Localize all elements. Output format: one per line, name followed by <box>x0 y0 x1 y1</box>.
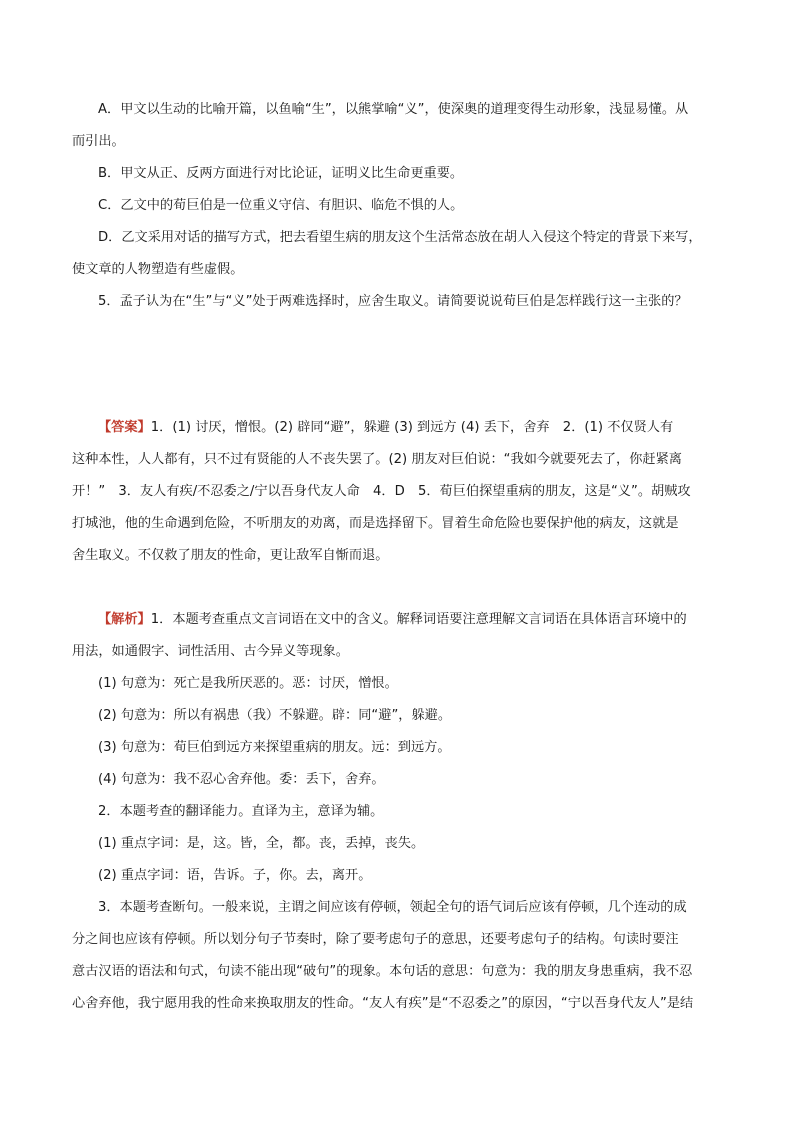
analysis-first: 1．本题考查重点文言词语在文中的含义。解释词语要注意理解文言词语在具体语言环境中的 <box>150 612 687 627</box>
option-a-line-1: A．甲文以生动的比喻开篇，以鱼喻“生”，以熊掌喻“义”，使深奥的道理变得生动形象，浅显易懂。从 <box>98 102 689 117</box>
option-d-line-1: D．乙文采用对话的描写方式，把去看望生病的朋友这个生活常态放在胡人入侵这个特定的背景下来写， <box>98 230 702 245</box>
analysis-tail-3: 心舍弃他，我宁愿用我的性命来换取朋友的性命。“友人有疾”是“不忍委之”的原因，“宁以吾身代友人”是结 <box>72 996 694 1011</box>
analysis-item-4: (4) 句意为：我不忍心舍弃他。委：丢下，舍弃。 <box>98 772 385 787</box>
analysis-tag: 【解析】 <box>98 612 151 627</box>
analysis-item-8: 3．本题考查断句。一般来说，主谓之间应该有停顿，领起全句的语气词后应该有停顿，几个连动的成 <box>98 900 687 915</box>
answer-tag: 【答案】 <box>98 420 151 435</box>
analysis-item-7: (2) 重点字词：语，告诉。子，你。去，离开。 <box>98 868 372 883</box>
option-a-line-2: 而引出。 <box>72 134 125 149</box>
analysis-item-2: (2) 句意为：所以有祸患（我）不躲避。辟：同“避”，躲避。 <box>98 708 452 723</box>
analysis-tail-1: 分之间也应该有停顿。所以划分句子节奏时，除了要考虑句子的意思，还要考虑句子的结构。句读时要注 <box>72 932 679 947</box>
option-c: C．乙文中的荀巨伯是一位重义守信、有胆识、临危不惧的人。 <box>98 198 464 213</box>
answer-line-4: 打城池，他的生命遇到危险，不听朋友的劝离，而是选择留下。冒着生命危险也要保护他的病友，这就是 <box>72 516 679 531</box>
analysis-line-1 <box>98 610 724 630</box>
analysis-item-5: 2．本题考查的翻译能力。直译为主，意译为辅。 <box>98 804 384 819</box>
answer-line-2: 这种本性，人人都有，只不过有贤能的人不丧失罢了。(2) 朋友对巨伯说：“我如今就要死去了，你赶紧离 <box>72 452 682 467</box>
analysis-item-3: (3) 句意为：荀巨伯到远方来探望重病的朋友。远：到远方。 <box>98 740 451 755</box>
answer-line-3: 开！” 3．友人有疾/不忍委之/宁以吾身代友人命 4．D 5．荀巨伯探望重病的朋友，这是“义”。胡贼攻 <box>72 484 691 499</box>
answer-first: 1．(1) 讨厌，憎恨。(2) 辟同“避”，躲避 (3) 到远方 (4) 丢下，舍弃 2．(1) 不仅贤人有 <box>150 420 674 435</box>
option-d-line-2: 使文章的人物塑造有些虚假。 <box>72 262 244 277</box>
analysis-item-6: (1) 重点字词：是，这。皆，全，都。丧，丢掉，丧失。 <box>98 836 425 851</box>
analysis-item-1: (1) 句意为：死亡是我所厌恶的。恶：讨厌，憎恨。 <box>98 676 398 691</box>
analysis-tail-2: 意古汉语的语法和句式，句读不能出现“破句”的现象。本句话的意思：句意为：我的朋友身患重病，我不忍 <box>72 964 693 979</box>
option-b: B．甲文从正、反两方面进行对比论证，证明义比生命更重要。 <box>98 166 464 181</box>
question-5: 5．孟子认为在“生”与“义”处于两难选择时，应舍生取义。请简要说说荀巨伯是怎样践行这一主张的？ <box>98 294 688 309</box>
answer-line-5: 舍生取义。不仅救了朋友的性命，更让敌军自惭而退。 <box>72 548 389 563</box>
analysis-line-2: 用法，如通假字、词性活用、古今异义等现象。 <box>72 644 349 659</box>
answer-line-1 <box>98 418 724 438</box>
